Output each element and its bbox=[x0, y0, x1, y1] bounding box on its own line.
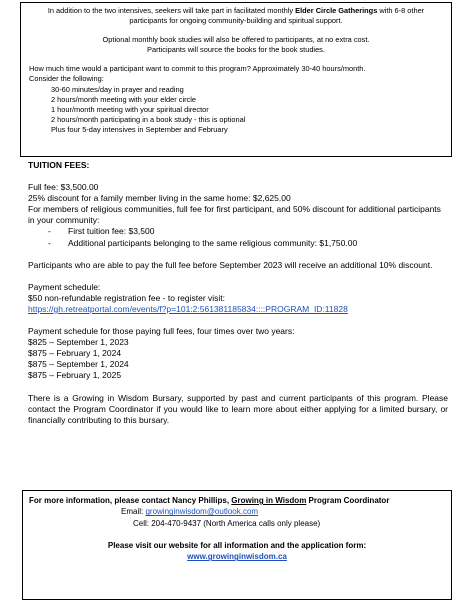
email-label: Email: bbox=[121, 507, 146, 517]
tuition-section bbox=[28, 160, 448, 426]
time-commitment-question: How much time would a participant want to commit to this program? Approximately 30-40 hours/month. bbox=[29, 64, 366, 74]
website-prompt: Please visit our website for all information and the application form: bbox=[107, 540, 367, 550]
full-fee-schedule-heading: Payment schedule for those paying full fees, four times over two years: bbox=[28, 326, 295, 337]
fee-bullet: - First tuition fee: $3,500 bbox=[48, 226, 155, 237]
contact-text: For more information, please contact Nancy Phillips, bbox=[29, 496, 232, 505]
payment-schedule-heading: Payment schedule: bbox=[28, 281, 101, 292]
schedule-item: $875 – February 1, 2025 bbox=[28, 370, 122, 381]
intensives-text-end: with 6-8 other bbox=[377, 6, 425, 15]
schedule-item: $825 – September 1, 2023 bbox=[28, 337, 129, 348]
cell-line: Cell: 204-470-9437 (North America calls only please) bbox=[133, 518, 321, 528]
fee-bullet-text: Additional participants belonging to the same religious community: $1,750.00 bbox=[68, 237, 358, 248]
full-fee-line: Full fee: $3,500.00 bbox=[28, 182, 99, 193]
fee-bullet-text: First tuition fee: $3,500 bbox=[68, 226, 155, 237]
book-study-line1: Optional monthly book studies will also be offered to participants, at no extra cost. bbox=[102, 35, 370, 45]
early-payment-note: Participants who are able to pay the full fee before September 2023 will receive an additional 10% discount. bbox=[28, 259, 433, 270]
email-line bbox=[29, 506, 445, 517]
elder-circle-term: Elder Circle Gatherings bbox=[295, 6, 378, 15]
religious-discount-line: For members of religious communities, full fee for first participant, and 50% discount for additional participants in your community: bbox=[28, 204, 441, 226]
commitment-item: 2 hours/month meeting with your elder circle bbox=[51, 94, 197, 104]
book-study-line2: Participants will source the books for the book studies. bbox=[147, 45, 325, 55]
commitment-item: 2 hours/month participating in a book study - this is optional bbox=[51, 114, 246, 124]
family-discount-line: 25% discount for a family member living in the same home: $2,625.00 bbox=[28, 193, 291, 204]
registration-fee-line: $50 non-refundable registration fee - to register visit: bbox=[28, 292, 226, 303]
commitment-item: 30-60 minutes/day in prayer and reading bbox=[51, 84, 184, 94]
commitment-item: 1 hour/month meeting with your spiritual director bbox=[51, 104, 209, 114]
email-link[interactable]: growinginwisdom@outlook.com bbox=[145, 507, 259, 517]
intensives-text-line2: participants for ongoing community-building and spiritual support. bbox=[129, 16, 343, 26]
commitment-item: Plus four 5-day intensives in September and February bbox=[51, 124, 228, 134]
registration-link[interactable]: https://gh.retreatportal.com/events/f?p=101:2:561381185834::::PROGRAM_ID:11828 bbox=[28, 303, 348, 314]
org-name: Growing in Wisdom bbox=[231, 496, 307, 505]
consider-label: Consider the following: bbox=[29, 74, 104, 84]
intensives-text: In addition to the two intensives, seekers will take part in facilitated monthly bbox=[47, 6, 296, 15]
contact-role: Program Coordinator bbox=[306, 496, 390, 505]
tuition-heading: TUITION FEES: bbox=[28, 160, 90, 170]
intensives-box bbox=[20, 2, 452, 157]
schedule-item: $875 – September 1, 2024 bbox=[28, 359, 129, 370]
contact-line bbox=[29, 495, 445, 506]
contact-box bbox=[22, 490, 452, 600]
fee-bullet: - Additional participants belonging to the same religious community: $1,750.00 bbox=[48, 237, 358, 248]
intensives-paragraph bbox=[29, 6, 443, 16]
bursary-paragraph: There is a Growing in Wisdom Bursary, supported by past and current participants of this program. Please contact the Program Coordinator if you would like to learn more about either applying for a limited bursary, or financially contributing to this bursary. bbox=[28, 392, 448, 425]
website-link[interactable]: www.growinginwisdom.ca bbox=[187, 552, 287, 562]
schedule-item: $875 – February 1, 2024 bbox=[28, 348, 122, 359]
